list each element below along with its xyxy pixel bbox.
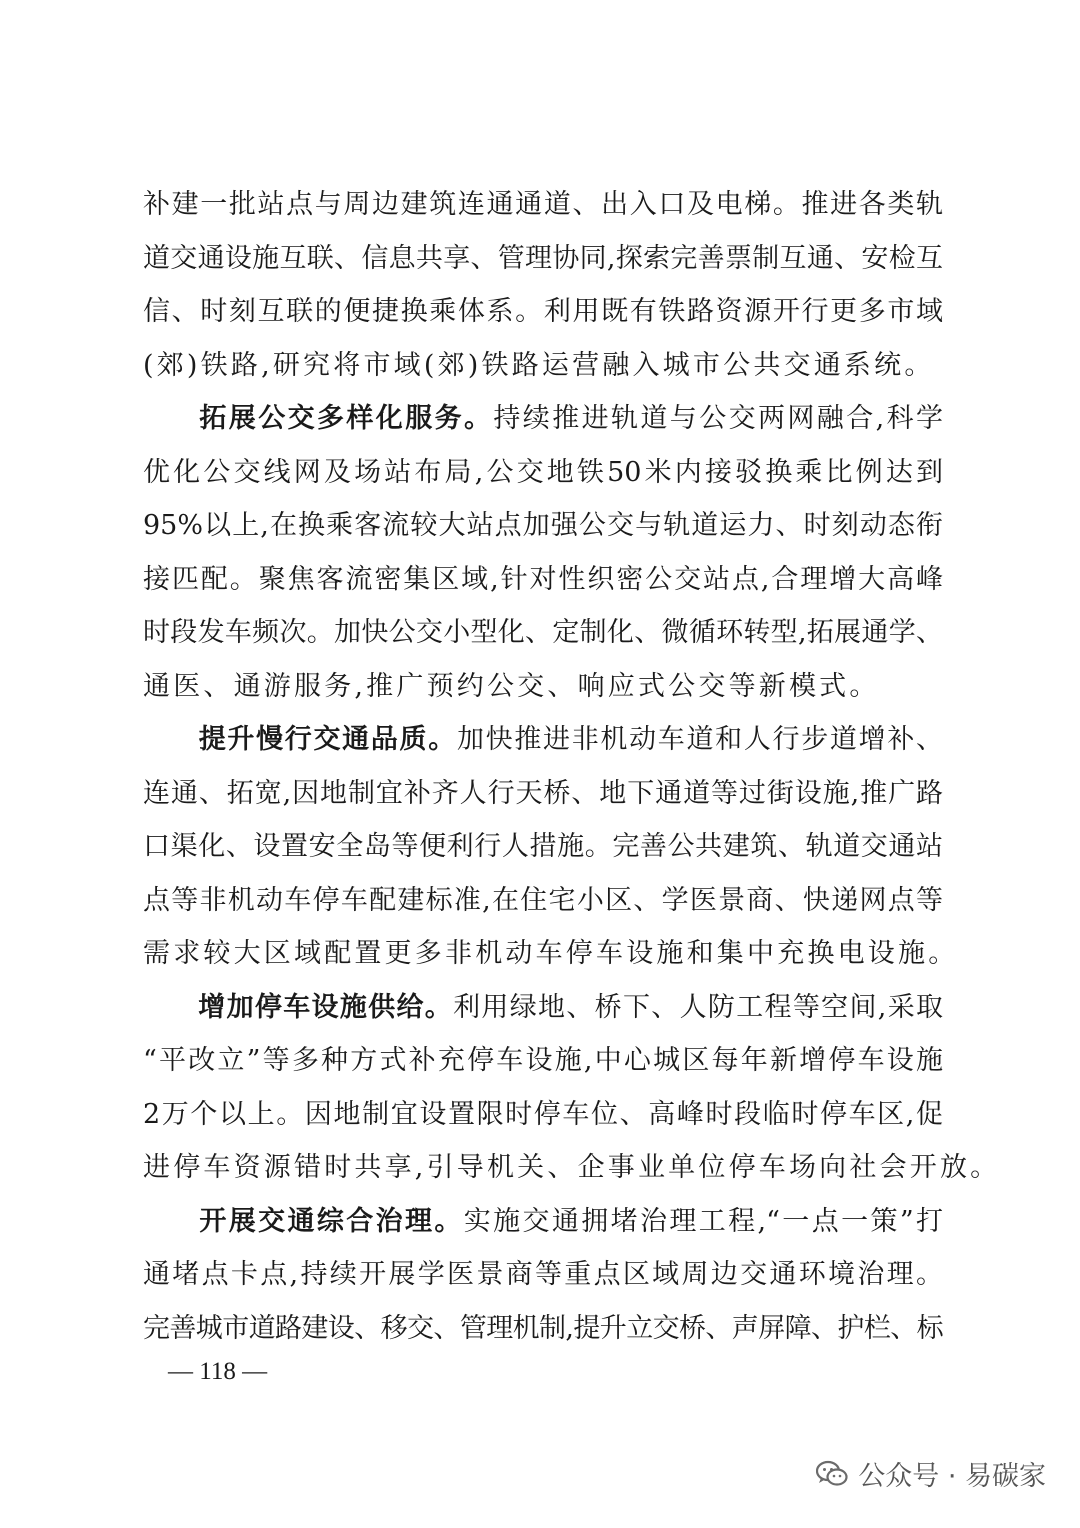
line-text: 通堵点卡点,持续开展学医景商等重点区域周边交通环境治理。 xyxy=(143,1259,943,1290)
line-text: 口渠化、设置安全岛等便利行人措施。完善公共建筑、轨道交通站 xyxy=(143,831,943,862)
line-text: 点等非机动车停车配建标准,在住宅小区、学医景商、快递网点等 xyxy=(143,884,943,916)
page-number: — 118 — xyxy=(168,1358,268,1385)
line-text: 连通、拓宽,因地制宜补齐人行天桥、地下通道等过街设施,推广路 xyxy=(143,777,943,809)
line-text: 补建一批站点与周边建筑连通通道、出入口及电梯。推进各类轨 xyxy=(143,189,943,220)
text-line xyxy=(143,713,943,767)
text-line xyxy=(143,446,943,500)
text-line xyxy=(143,232,943,286)
text-line xyxy=(143,927,959,981)
text-line xyxy=(143,660,943,714)
line-text: 进停车资源错时共享,引导机关、企事业单位停车场向社会开放。 xyxy=(143,1152,1001,1183)
line-text: “平改立”等多种方式补充停车设施,中心城区每年新增停车设施 xyxy=(143,1045,943,1076)
line-text: 95%以上,在换乘客流较大站点加强公交与轨道运力、时刻动态衔 xyxy=(143,510,943,541)
line-text: 2万个以上。因地制宜设置限时停车位、高峰时段临时停车区,促 xyxy=(143,1098,943,1130)
text-line xyxy=(143,178,943,232)
text-line xyxy=(143,1195,943,1249)
line-text: 优化公交线网及场站布局,公交地铁50米内接驳换乘比例达到 xyxy=(143,456,943,488)
watermark xyxy=(816,1454,1046,1493)
body-text xyxy=(143,178,1001,1355)
text-line xyxy=(143,1141,1001,1195)
line-text: 接匹配。聚焦客流密集区域,针对性织密公交站点,合理增大高峰 xyxy=(143,563,943,595)
text-line xyxy=(143,606,943,660)
text-line xyxy=(143,1088,943,1142)
text-line xyxy=(143,767,943,821)
paragraph-heading: 增加停车设施供给。 xyxy=(197,991,454,1023)
text-line xyxy=(143,874,943,928)
line-text: 道交通设施互联、信息共享、管理协同,探索完善票制互通、安检互 xyxy=(143,242,943,274)
text-line xyxy=(143,553,943,607)
line-text: 持续推进轨道与公交两网融合,科学 xyxy=(493,403,943,434)
line-text: 加快推进非机动车道和人行步道增补、 xyxy=(456,724,944,755)
paragraph-heading: 开展交通综合治理。 xyxy=(197,1205,464,1237)
text-line xyxy=(143,1034,943,1088)
line-text: 实施交通拥堵治理工程,“一点一策”打 xyxy=(463,1205,943,1237)
watermark-label: 公众号 · 易碳家 xyxy=(858,1461,1046,1492)
line-text: 信、时刻互联的便捷换乘体系。利用既有铁路资源开行更多市域 xyxy=(143,296,943,327)
line-text: (郊)铁路,研究将市域(郊)铁路运营融入城市公共交通系统。 xyxy=(143,349,935,381)
text-line xyxy=(143,392,943,446)
line-text: 利用绿地、桥下、人防工程等空间,采取 xyxy=(453,991,943,1023)
paragraph-heading: 提升慢行交通品质。 xyxy=(197,724,457,755)
paragraph-heading: 拓展公交多样化服务。 xyxy=(197,403,494,434)
text-line xyxy=(143,285,943,339)
text-line xyxy=(143,1302,943,1356)
text-line xyxy=(143,1248,943,1302)
line-text: 完善城市道路建设、移交、管理机制,提升立交桥、声屏障、护栏、标 xyxy=(143,1312,943,1344)
line-text: 需求较大区域配置更多非机动车停车设施和集中充换电设施。 xyxy=(143,938,959,969)
wechat-icon xyxy=(816,1460,848,1488)
text-line xyxy=(143,820,943,874)
line-text: 时段发车频次。加快公交小型化、定制化、微循环转型,拓展通学、 xyxy=(143,617,943,648)
text-line xyxy=(143,981,943,1035)
line-text: 通医、通游服务,推广预约公交、响应式公交等新模式。 xyxy=(143,670,880,702)
text-line xyxy=(143,499,943,553)
text-line xyxy=(143,339,943,393)
